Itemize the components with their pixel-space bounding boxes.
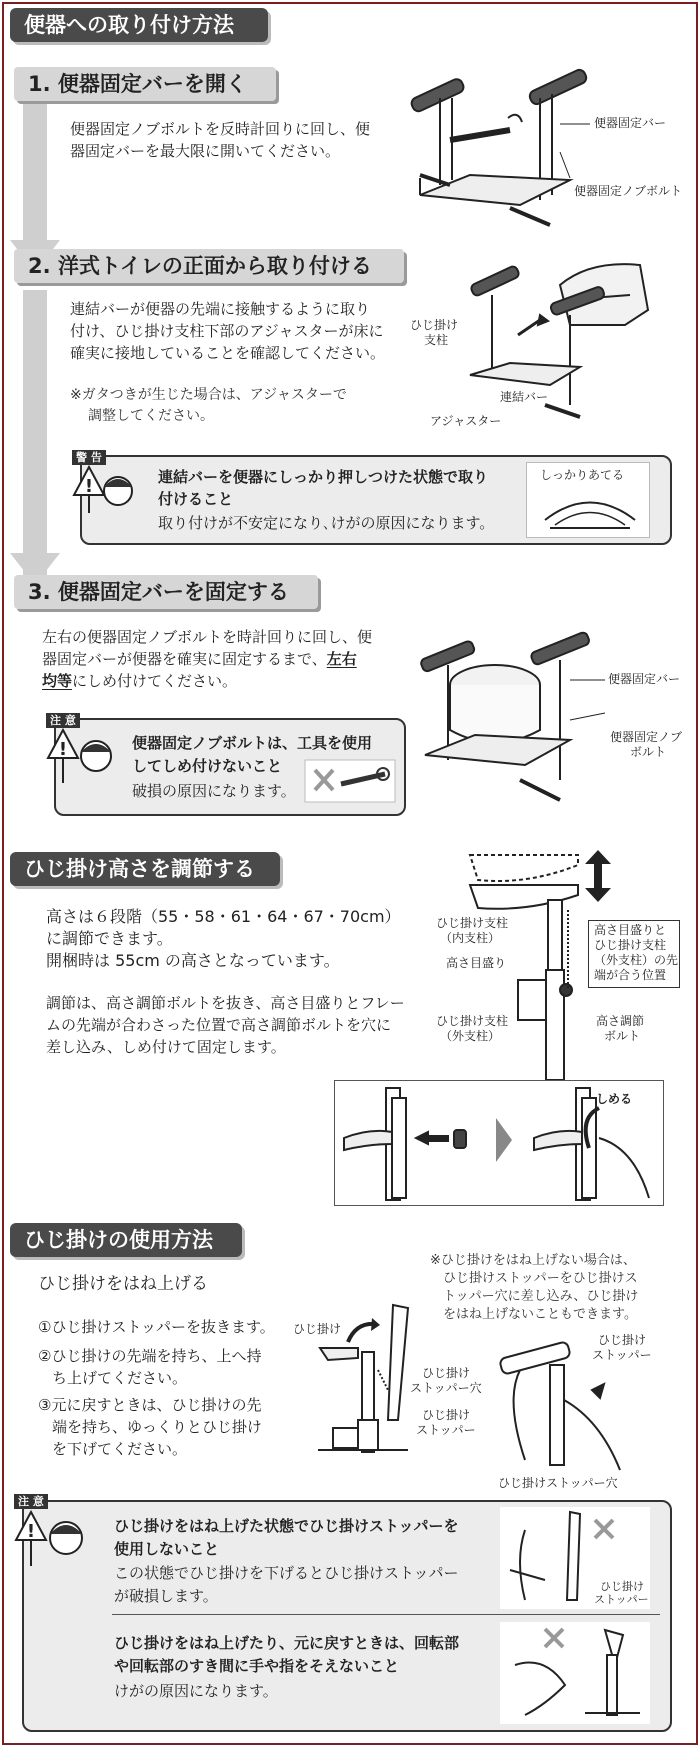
step2-label-post-2: 支柱 <box>424 333 449 347</box>
flow-arrow <box>10 60 60 570</box>
height-callout-1: 高さ目盛りと <box>594 923 667 937</box>
warning-image-label: しっかりあてる <box>540 468 625 482</box>
step2-title: 2. 洋式トイレの正面から取り付ける <box>14 249 404 283</box>
step3-text-3: にしめ付けてください。 <box>72 672 238 690</box>
height-callout-4: 端が合う位置 <box>594 968 667 982</box>
armrest-step-3c: を下げてください。 <box>52 1440 188 1458</box>
height-text-6: 差し込み、しめ付けて固定します。 <box>46 1038 286 1056</box>
step3-label-knob-2: ボルト <box>630 745 667 759</box>
step3-text-3-underline: 均等 <box>42 672 73 690</box>
warning-bold-1: 連結バーを便器にしっかり押しつけた状態で取り <box>158 468 489 486</box>
height-text-1: 高さは６段階（55・58・61・64・67・70cm） <box>46 907 401 926</box>
height-text-4: 調節は、高さ調節ボルトを抜き、高さ目盛りとフレー <box>46 994 405 1012</box>
armrest-caution-c1-bold-1: ひじ掛けをはね上げた状態でひじ掛けストッパーを <box>114 1517 459 1535</box>
warning-image-drawing <box>540 490 640 534</box>
height-label-inner-1: ひじ掛け支柱 <box>436 916 509 930</box>
step2-label-adjuster: アジャスター <box>430 414 502 428</box>
armrest-caution-c2-bold-1: ひじ掛けをはね上げたり、元に戻すときは、回転部 <box>114 1634 460 1652</box>
caution-divider <box>112 1614 660 1615</box>
step3-text-1: 左右の便器固定ノブボルトを時計回りに回し、便 <box>42 628 373 646</box>
armrest-note-1: ※ひじ掛けをはね上げない場合は、 <box>430 1253 636 1268</box>
step3-caution-icon <box>48 728 118 788</box>
armrest-note-3: トッパー穴に差し込み、ひじ掛け <box>443 1289 639 1304</box>
height-callout-3: （外支柱）の先 <box>594 953 679 967</box>
height-label-outer-1: ひじ掛け支柱 <box>436 1014 509 1028</box>
step3-caution-bold-2: してしめ付けないこと <box>132 757 283 775</box>
step3-leader-lines <box>570 675 610 735</box>
armrest-label-armrest: ひじ掛け <box>293 1322 342 1336</box>
armrest-step-3a: ③元に戻すときは、ひじ掛けの先 <box>38 1396 262 1414</box>
step3-text-3-row <box>42 670 237 692</box>
armrest-caution-c1-text-2: が破損します。 <box>114 1587 218 1605</box>
step3-caution-text: 破損の原因になります。 <box>132 782 296 800</box>
step2-label-connect: 連結バー <box>500 390 549 404</box>
height-text-2: に調節できます。 <box>46 929 173 948</box>
armrest-caution-c1-text-1: この状態でひじ掛けを下げるとひじ掛けストッパー <box>114 1564 459 1582</box>
armrest-label-hole-2: ストッパー穴 <box>410 1381 482 1395</box>
armrest-subtitle: ひじ掛けをはね上げる <box>38 1274 208 1294</box>
step2-label-post-1: ひじ掛け <box>410 318 459 332</box>
height-title: ひじ掛け高さを調節する <box>10 852 280 886</box>
svg-text:!: ! <box>84 476 94 497</box>
svg-text:!: ! <box>58 739 68 760</box>
step1-title: 1. 便器固定バーを開く <box>14 67 276 101</box>
height-callout-2: ひじ掛け支柱 <box>594 938 667 952</box>
armrest-caution-icon <box>16 1510 96 1570</box>
step1-label-knob: 便器固定ノブボルト <box>574 184 683 198</box>
armrest-note-2: ひじ掛けストッパーをひじ掛けス <box>443 1271 638 1286</box>
armrest-caution-c2-bold-2: や回転部のすき間に手や指をそえないこと <box>114 1657 400 1675</box>
step1-label-bar: 便器固定バー <box>594 116 667 130</box>
armrest-label-stopper-r1: ひじ掛け <box>598 1333 647 1347</box>
no-tool-icon <box>305 760 395 802</box>
height-text-5: ムの先端が合わさった位置で高さ調節ボルトを穴に <box>46 1016 392 1034</box>
height-label-bolt-1: 高さ調節 <box>596 1014 645 1028</box>
step2-note-2: 調整してください。 <box>88 408 214 424</box>
armrest-note-4: をはね上げないこともできます。 <box>443 1307 637 1322</box>
armrest-label-hole-bottom: ひじ掛けストッパー穴 <box>498 1476 618 1490</box>
caution-image-1-label-1: ひじ掛け <box>600 1580 644 1593</box>
height-label-bolt-2: ボルト <box>604 1029 641 1043</box>
main-title: 便器への取り付け方法 <box>10 8 268 42</box>
step3-label-bar: 便器固定バー <box>608 672 681 686</box>
svg-text:!: ! <box>26 1521 36 1542</box>
armrest-caution-c1-bold-2: 使用しないこと <box>114 1540 220 1558</box>
armrest-caution-badge: 注 意 <box>14 1494 48 1509</box>
step3-text-2: 器固定バーが便器を確実に固定するまで、 <box>42 650 327 668</box>
step3-text-2-row <box>42 648 357 670</box>
armrest-label-stopper-1: ひじ掛け <box>422 1408 471 1422</box>
up-down-arrow <box>585 850 611 902</box>
height-label-outer-2: （外支柱） <box>440 1029 501 1043</box>
step2-text-3: 確実に接地していることを確認してください。 <box>70 344 386 362</box>
step3-caution-badge: 注 意 <box>46 713 80 728</box>
warning-bold-2: 付けること <box>158 490 234 508</box>
armrest-step-3b: 端を持ち、ゆっくりとひじ掛け <box>52 1418 262 1436</box>
step2-note-1: ※ガタつきが生じた場合は、アジャスターで <box>70 387 347 403</box>
warning-badge: 警 告 <box>72 450 106 465</box>
armrest-title: ひじ掛けの使用方法 <box>10 1223 242 1257</box>
height-text-3: 開梱時は 55cm の高さとなっています。 <box>46 951 340 970</box>
warning-text: 取り付けが不安定になり､けがの原因になります。 <box>158 514 495 532</box>
caution-image-2-drawing <box>505 1625 645 1721</box>
height-label-inner-2: （内支柱） <box>440 931 501 945</box>
armrest-step-2b: ち上げてください。 <box>52 1369 188 1387</box>
height-label-tighten: しめる <box>596 1092 633 1106</box>
flip-arrow <box>346 1318 380 1344</box>
height-label-scale: 高さ目盛り <box>446 956 507 970</box>
armrest-label-hole-1: ひじ掛け <box>422 1366 471 1380</box>
step3-title: 3. 便器固定バーを固定する <box>14 575 318 609</box>
step3-label-knob-1: 便器固定ノブ <box>610 730 683 744</box>
step3-caution-bold-1: 便器固定ノブボルトは、工具を使用 <box>132 734 373 752</box>
step1-text-1: 便器固定ノブボルトを反時計回りに回し、便 <box>70 120 371 138</box>
armrest-label-stopper-r2: ストッパー <box>592 1348 652 1362</box>
step3-text-2-underline: 左右 <box>326 650 357 668</box>
step2-text-2: 付け、ひじ掛け支柱下部のアジャスターが床に <box>70 322 384 340</box>
step2-text-1: 連結バーが便器の先端に接触するように取り <box>70 300 371 318</box>
armrest-step-2a: ②ひじ掛けの先端を持ち、上へ持 <box>38 1347 262 1365</box>
armrest-label-stopper-2: ストッパー <box>416 1423 476 1437</box>
step1-text-2: 器固定バーを最大限に開いてください。 <box>70 142 341 160</box>
caution-image-1-label-2: ストッパー <box>594 1593 649 1606</box>
armrest-caution-c2-text: けがの原因になります。 <box>114 1682 278 1700</box>
warning-icon <box>74 465 134 515</box>
armrest-step-1: ①ひじ掛けストッパーを抜きます。 <box>38 1318 275 1336</box>
